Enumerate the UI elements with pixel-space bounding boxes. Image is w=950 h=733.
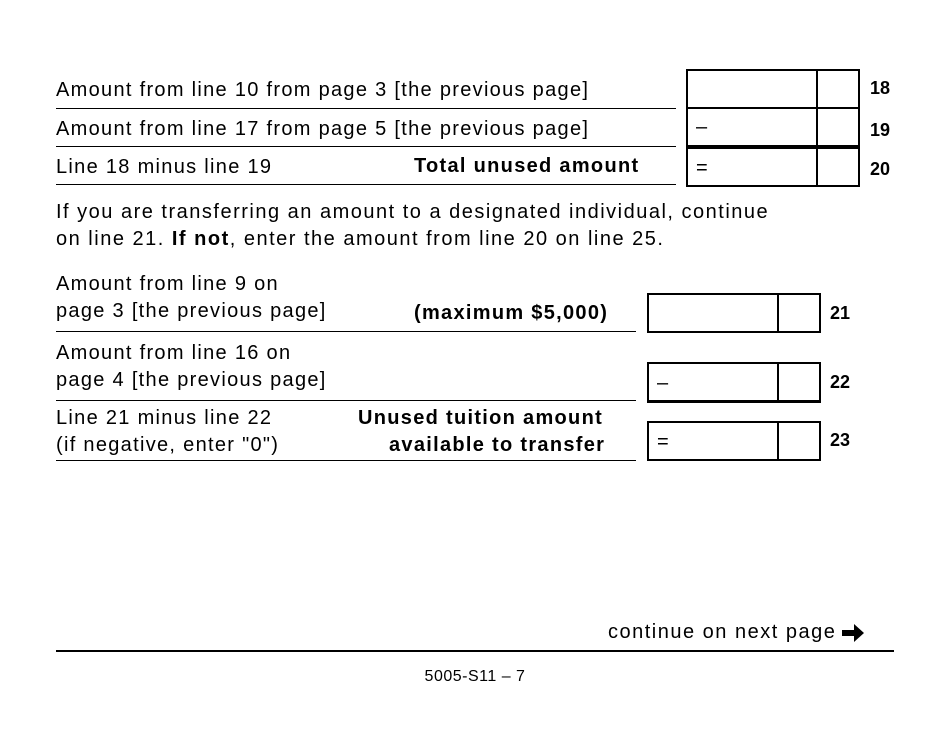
- line-19-underline: [56, 146, 676, 147]
- line-18-number: 18: [870, 78, 891, 98]
- line-21-maximum-label: (maximum $5,000): [414, 302, 609, 324]
- line-19-label: Amount from line 17 from page 5 [the previous page]: [56, 118, 590, 140]
- line-22-label-2: page 4 [the previous page]: [56, 369, 327, 391]
- line-21-underline: [56, 331, 636, 332]
- line-20-total-label: Total unused amount: [414, 155, 640, 177]
- line-21-cents-field[interactable]: [777, 293, 779, 333]
- line-23-underline: [56, 460, 636, 461]
- line-20-underline: [56, 184, 676, 185]
- continue-on-next-page: [608, 619, 866, 646]
- line-23-unused-label-1: Unused tuition amount: [358, 407, 604, 429]
- instruction-line-2: [56, 226, 664, 253]
- footer-rule: [56, 650, 894, 652]
- line-22-bottom-thick-rule: [647, 400, 821, 403]
- line-20-equals-sign: =: [696, 157, 708, 179]
- line-19-cents-field[interactable]: [816, 107, 818, 147]
- line-22-minus-sign: –: [657, 372, 669, 394]
- line-21-label-2: page 3 [the previous page]: [56, 300, 327, 322]
- instruction-line-2-end: , enter the amount from line 20 on line 25.: [229, 228, 665, 250]
- line-21-label-1: Amount from line 9 on: [56, 273, 279, 295]
- line-23-label-2: (if negative, enter "0"): [56, 434, 280, 456]
- line-23-cents-field[interactable]: [777, 421, 779, 461]
- line-22-amount-field[interactable]: [647, 362, 821, 402]
- line-20-amount-field[interactable]: [686, 147, 860, 187]
- line-18-underline: [56, 108, 676, 109]
- line-20-number: 20: [870, 159, 891, 179]
- continue-text: continue on next page: [608, 621, 837, 643]
- line-21-amount-field[interactable]: [647, 293, 821, 333]
- line-19-amount-field[interactable]: [686, 107, 860, 147]
- line-22-cents-field[interactable]: [777, 362, 779, 402]
- line-18-label: Amount from line 10 from page 3 [the previous page]: [56, 79, 590, 101]
- line-23-unused-label-2: available to transfer: [389, 434, 606, 456]
- line-18-cents-field[interactable]: [816, 69, 818, 109]
- line-22-number: 22: [830, 372, 851, 392]
- line-22-underline: [56, 400, 636, 401]
- line-23-number: 23: [830, 430, 851, 450]
- line-20-top-thick-rule: [686, 146, 860, 149]
- line-19-number: 19: [870, 120, 891, 140]
- instruction-line-1: If you are transferring an amount to a designated individual, continue: [56, 201, 770, 223]
- instruction-if-not: If not: [171, 228, 230, 250]
- instruction-line-2-start: on line 21.: [56, 228, 172, 250]
- line-23-label-1: Line 21 minus line 22: [56, 407, 273, 429]
- line-19-minus-sign: –: [696, 116, 708, 138]
- line-23-amount-field[interactable]: [647, 421, 821, 461]
- line-20-cents-field[interactable]: [816, 147, 818, 187]
- form-number: 5005-S11 – 7: [424, 668, 526, 685]
- line-21-number: 21: [830, 303, 851, 323]
- line-23-equals-sign: =: [657, 431, 669, 453]
- line-22-label-1: Amount from line 16 on: [56, 342, 292, 364]
- line-18-amount-field[interactable]: [686, 69, 860, 109]
- line-20-label: Line 18 minus line 19: [56, 156, 273, 178]
- right-arrow-icon: [840, 621, 866, 645]
